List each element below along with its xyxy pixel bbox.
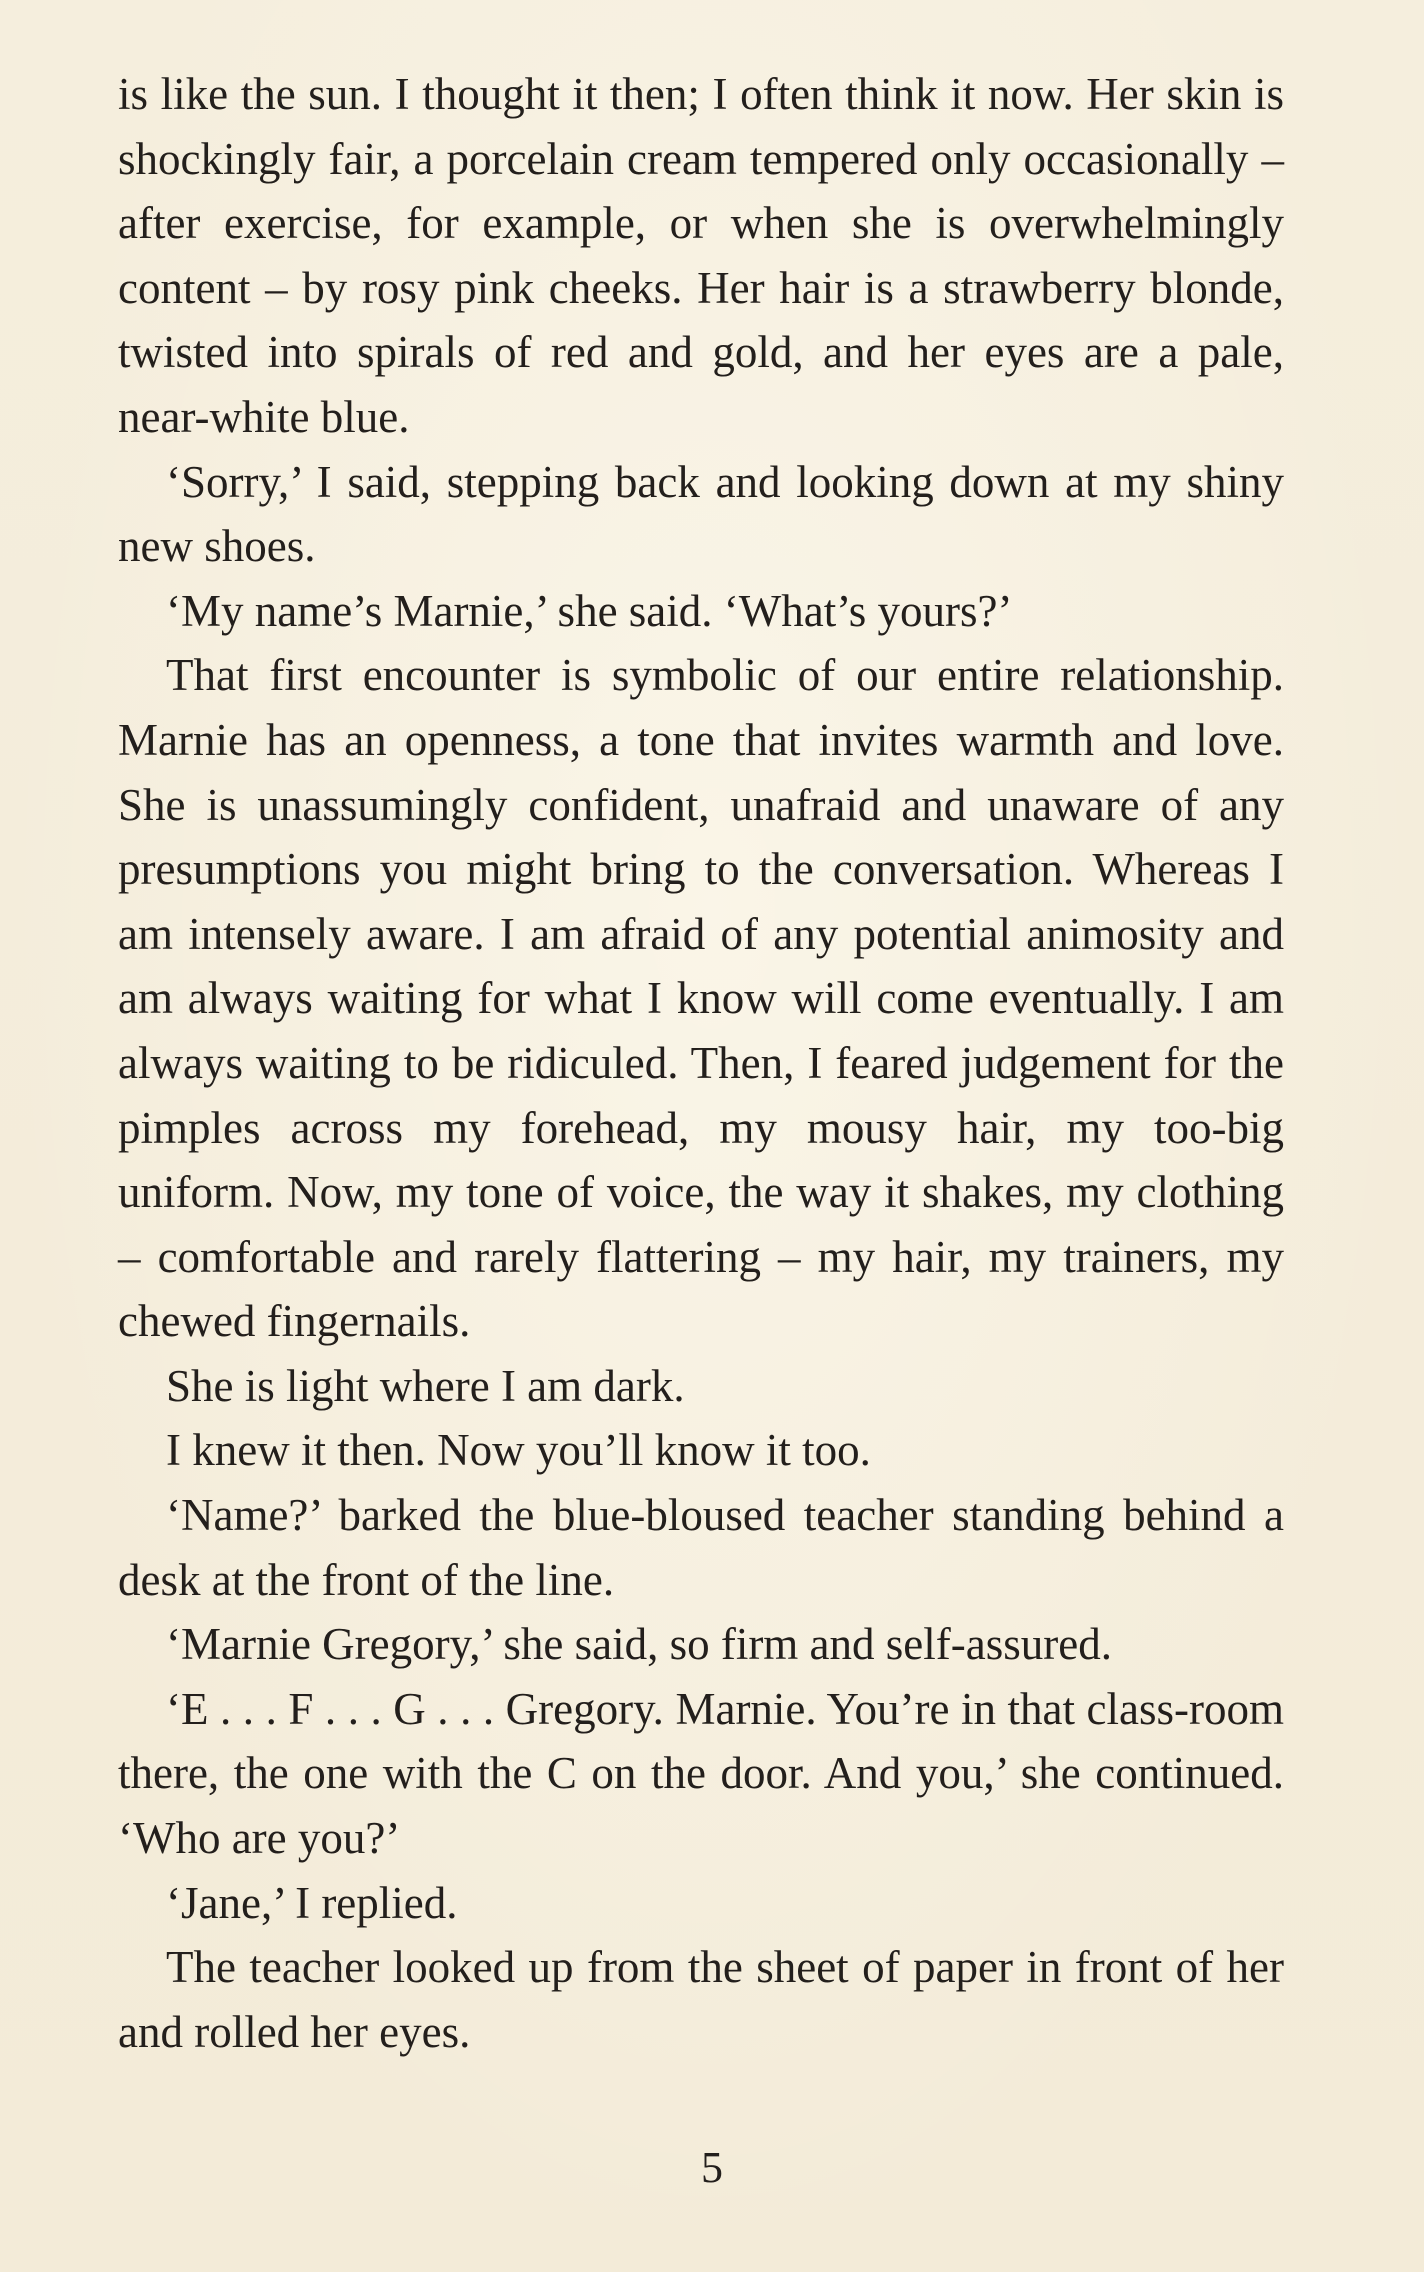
paragraph-3: ‘My name’s Marnie,’ she said. ‘What’s yours?’ xyxy=(166,585,1013,636)
paragraph-7: ‘Name?’ barked the blue-bloused teacher standing behind a desk at the front of the line. xyxy=(118,1490,1284,1605)
paragraph-2: ‘Sorry,’ I said, stepping back and looking down at my shiny new shoes. xyxy=(118,456,1284,572)
paragraph-6: I knew it then. Now you’ll know it too. xyxy=(166,1425,871,1476)
paragraph-1: is like the sun. I thought it then; I often think it now. Her skin is shockingly fair, a porcelain cream tempered only occasionally – after exercise, for example, or when she is overwhelmingly content – by rosy pink cheeks. Her hair is a strawberry blonde, twisted into spirals of red and gold, and her eyes are a pale, near-white blue. xyxy=(118,69,1284,442)
page-number: 5 xyxy=(701,2143,723,2192)
body-text xyxy=(118,62,1284,2064)
paragraph-9: ‘E . . . F . . . G . . . Gregory. Marnie. You’re in that class-room there, the one with the C on the door. And you,’ she continued. ‘Who are you?’ xyxy=(118,1683,1284,1864)
paragraph-8: ‘Marnie Gregory,’ she said, so firm and self-assured. xyxy=(166,1619,1112,1670)
paragraph-5: She is light where I am dark. xyxy=(166,1360,685,1411)
paragraph-4: That first encounter is symbolic of our entire relationship. Marnie has an openness, a tone that invites warmth and love. She is unassumingly confident, unafraid and unaware of any presumptions you might bring to the conversation. Whereas I am intensely aware. I am afraid of any potential animosity and am always waiting for what I know will come eventually. I am always waiting to be ridiculed. Then, I feared judgement for the pimples across my forehead, my mousy hair, my too-big uniform. Now, my tone of voice, the way it shakes, my clothing – comfortable and rarely flattering – my hair, my trainers, my chewed fingernails. xyxy=(118,650,1284,1347)
paragraph-11: The teacher looked up from the sheet of paper in front of her and rolled her eyes. xyxy=(118,1942,1284,2057)
paragraph-10: ‘Jane,’ I replied. xyxy=(166,1877,458,1928)
